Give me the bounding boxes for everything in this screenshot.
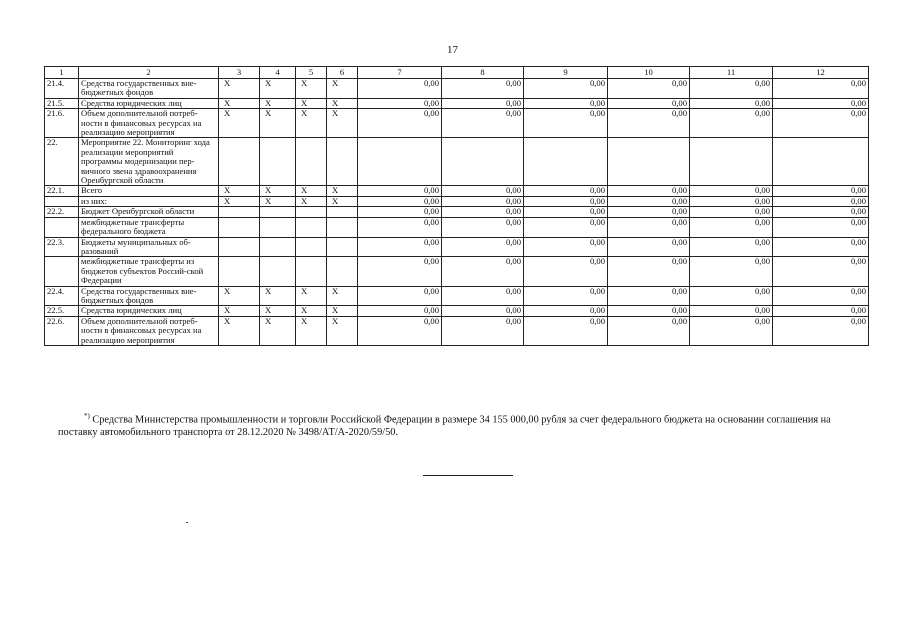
marker-cell: Х bbox=[219, 196, 260, 206]
value-cell: 0,00 bbox=[690, 196, 773, 206]
marker-cell: Х bbox=[327, 109, 358, 138]
value-cell: 0,00 bbox=[690, 286, 773, 306]
table-row bbox=[45, 186, 869, 196]
header-cell: 7 bbox=[358, 67, 442, 79]
value-cell: 0,00 bbox=[358, 257, 442, 286]
budget-table bbox=[44, 66, 869, 346]
marker-cell bbox=[296, 257, 327, 286]
marker-cell bbox=[296, 217, 327, 237]
row-description-cell: Бюджет Оренбургской области bbox=[79, 207, 219, 217]
marker-cell bbox=[219, 207, 260, 217]
value-cell: 0,00 bbox=[690, 217, 773, 237]
value-cell: 0,00 bbox=[773, 79, 869, 99]
row-number-cell: 22.2. bbox=[45, 207, 79, 217]
value-cell: 0,00 bbox=[608, 237, 690, 257]
row-description-cell: Всего bbox=[79, 186, 219, 196]
value-cell: 0,00 bbox=[608, 186, 690, 196]
value-cell: 0,00 bbox=[442, 306, 524, 316]
value-cell bbox=[524, 138, 608, 186]
value-cell: 0,00 bbox=[690, 186, 773, 196]
value-cell: 0,00 bbox=[358, 306, 442, 316]
marker-cell: Х bbox=[296, 286, 327, 306]
header-cell: 12 bbox=[773, 67, 869, 79]
marker-cell: Х bbox=[260, 286, 296, 306]
value-cell: 0,00 bbox=[773, 316, 869, 345]
marker-cell: Х bbox=[260, 186, 296, 196]
marker-cell: Х bbox=[296, 109, 327, 138]
marker-cell bbox=[260, 138, 296, 186]
table-row bbox=[45, 207, 869, 217]
value-cell: 0,00 bbox=[442, 207, 524, 217]
value-cell: 0,00 bbox=[608, 217, 690, 237]
header-cell: 10 bbox=[608, 67, 690, 79]
value-cell: 0,00 bbox=[442, 79, 524, 99]
marker-cell bbox=[219, 138, 260, 186]
marker-cell: Х bbox=[260, 316, 296, 345]
value-cell: 0,00 bbox=[358, 79, 442, 99]
marker-cell: Х bbox=[219, 286, 260, 306]
row-number-cell: 21.5. bbox=[45, 98, 79, 108]
value-cell bbox=[773, 138, 869, 186]
row-number-cell: 22.5. bbox=[45, 306, 79, 316]
value-cell: 0,00 bbox=[524, 257, 608, 286]
marker-cell: Х bbox=[219, 109, 260, 138]
row-number-cell: 22.4. bbox=[45, 286, 79, 306]
row-description-cell: Объем дополнительной потреб-ности в финансовых ресурсах на реализацию мероприятия bbox=[79, 109, 219, 138]
value-cell: 0,00 bbox=[442, 98, 524, 108]
value-cell: 0,00 bbox=[358, 237, 442, 257]
table-row bbox=[45, 98, 869, 108]
header-cell: 11 bbox=[690, 67, 773, 79]
value-cell: 0,00 bbox=[524, 207, 608, 217]
table-row bbox=[45, 217, 869, 237]
value-cell: 0,00 bbox=[690, 316, 773, 345]
value-cell: 0,00 bbox=[690, 257, 773, 286]
marker-cell bbox=[327, 138, 358, 186]
marker-cell: Х bbox=[296, 196, 327, 206]
value-cell: 0,00 bbox=[608, 79, 690, 99]
row-number-cell: 22. bbox=[45, 138, 79, 186]
value-cell: 0,00 bbox=[690, 306, 773, 316]
value-cell: 0,00 bbox=[773, 237, 869, 257]
header-cell: 6 bbox=[327, 67, 358, 79]
value-cell: 0,00 bbox=[442, 217, 524, 237]
marker-cell bbox=[260, 237, 296, 257]
value-cell: 0,00 bbox=[358, 207, 442, 217]
marker-cell: Х bbox=[296, 186, 327, 196]
value-cell: 0,00 bbox=[773, 186, 869, 196]
row-description-cell: Мероприятие 22. Мониторинг хода реализации мероприятий программы модернизации пер-вичного звена здравоохранения Оренбургской области bbox=[79, 138, 219, 186]
table-row bbox=[45, 306, 869, 316]
row-description-cell: Бюджеты муниципальных об-разований bbox=[79, 237, 219, 257]
table-row bbox=[45, 286, 869, 306]
value-cell: 0,00 bbox=[690, 109, 773, 138]
value-cell: 0,00 bbox=[524, 196, 608, 206]
value-cell: 0,00 bbox=[608, 306, 690, 316]
value-cell: 0,00 bbox=[608, 286, 690, 306]
marker-cell: Х bbox=[327, 98, 358, 108]
value-cell bbox=[442, 138, 524, 186]
table-row bbox=[45, 79, 869, 99]
value-cell: 0,00 bbox=[773, 306, 869, 316]
marker-cell: Х bbox=[260, 196, 296, 206]
row-description-cell: Средства государственных вне-бюджетных фондов bbox=[79, 79, 219, 99]
value-cell: 0,00 bbox=[524, 98, 608, 108]
value-cell: 0,00 bbox=[524, 186, 608, 196]
separator-line bbox=[423, 475, 513, 476]
value-cell: 0,00 bbox=[524, 286, 608, 306]
row-description-cell: межбюджетные трансферты федерального бюджета bbox=[79, 217, 219, 237]
row-description-cell: межбюджетные трансферты из бюджетов субъектов Россий-ской Федерации bbox=[79, 257, 219, 286]
marker-cell: Х bbox=[219, 79, 260, 99]
marker-cell bbox=[296, 207, 327, 217]
footnote-text: Средства Министерства промышленности и торговли Российской Федерации в размере 34 155 000,00 рубля за счет федерального бюджета на основании соглашения на поставку автомобильного транспорта от 28.12.2020 № 3498/АТ/А-2020/59/50. bbox=[58, 414, 831, 439]
value-cell: 0,00 bbox=[690, 237, 773, 257]
row-number-cell: 22.3. bbox=[45, 237, 79, 257]
value-cell: 0,00 bbox=[773, 286, 869, 306]
value-cell: 0,00 bbox=[358, 186, 442, 196]
value-cell: 0,00 bbox=[773, 109, 869, 138]
row-number-cell: 21.4. bbox=[45, 79, 79, 99]
marker-cell bbox=[296, 138, 327, 186]
value-cell: 0,00 bbox=[608, 196, 690, 206]
marker-cell bbox=[327, 217, 358, 237]
header-cell: 1 bbox=[45, 67, 79, 79]
value-cell: 0,00 bbox=[442, 286, 524, 306]
row-description-cell: Объем дополнительной потреб-ности в финансовых ресурсах на реализацию мероприятия bbox=[79, 316, 219, 345]
value-cell: 0,00 bbox=[524, 316, 608, 345]
row-number-cell bbox=[45, 217, 79, 237]
header-cell: 3 bbox=[219, 67, 260, 79]
value-cell bbox=[358, 138, 442, 186]
marker-cell: Х bbox=[327, 79, 358, 99]
table-row bbox=[45, 237, 869, 257]
value-cell: 0,00 bbox=[442, 237, 524, 257]
marker-cell: Х bbox=[327, 186, 358, 196]
row-description-cell: Средства юридических лиц bbox=[79, 98, 219, 108]
marker-cell: Х bbox=[260, 109, 296, 138]
value-cell: 0,00 bbox=[524, 217, 608, 237]
value-cell: 0,00 bbox=[442, 316, 524, 345]
value-cell bbox=[690, 138, 773, 186]
value-cell: 0,00 bbox=[690, 98, 773, 108]
scan-speck bbox=[186, 522, 188, 523]
marker-cell: Х bbox=[296, 79, 327, 99]
value-cell: 0,00 bbox=[358, 316, 442, 345]
value-cell: 0,00 bbox=[524, 79, 608, 99]
footnote bbox=[58, 410, 868, 439]
marker-cell bbox=[327, 207, 358, 217]
table-row bbox=[45, 257, 869, 286]
value-cell: 0,00 bbox=[358, 98, 442, 108]
marker-cell bbox=[260, 207, 296, 217]
marker-cell: Х bbox=[219, 316, 260, 345]
value-cell: 0,00 bbox=[358, 109, 442, 138]
marker-cell: Х bbox=[327, 306, 358, 316]
value-cell: 0,00 bbox=[608, 98, 690, 108]
marker-cell: Х bbox=[296, 306, 327, 316]
header-cell: 5 bbox=[296, 67, 327, 79]
page-number: 17 bbox=[447, 44, 458, 56]
value-cell: 0,00 bbox=[608, 207, 690, 217]
value-cell: 0,00 bbox=[524, 306, 608, 316]
value-cell: 0,00 bbox=[773, 207, 869, 217]
value-cell: 0,00 bbox=[773, 98, 869, 108]
table-row bbox=[45, 109, 869, 138]
marker-cell: Х bbox=[260, 79, 296, 99]
row-description-cell: Средства юридических лиц bbox=[79, 306, 219, 316]
value-cell: 0,00 bbox=[358, 286, 442, 306]
marker-cell bbox=[219, 237, 260, 257]
marker-cell bbox=[260, 257, 296, 286]
table-row bbox=[45, 138, 869, 186]
table-row bbox=[45, 196, 869, 206]
header-cell: 8 bbox=[442, 67, 524, 79]
row-number-cell: 22.1. bbox=[45, 186, 79, 196]
value-cell: 0,00 bbox=[524, 109, 608, 138]
row-number-cell bbox=[45, 196, 79, 206]
value-cell: 0,00 bbox=[690, 79, 773, 99]
marker-cell: Х bbox=[296, 316, 327, 345]
value-cell: 0,00 bbox=[608, 109, 690, 138]
marker-cell: Х bbox=[260, 306, 296, 316]
header-cell: 2 bbox=[79, 67, 219, 79]
value-cell: 0,00 bbox=[773, 217, 869, 237]
value-cell bbox=[608, 138, 690, 186]
marker-cell: Х bbox=[327, 286, 358, 306]
table-body bbox=[45, 67, 869, 346]
marker-cell bbox=[327, 237, 358, 257]
row-description-cell: Средства государственных вне-бюджетных фондов bbox=[79, 286, 219, 306]
header-cell: 4 bbox=[260, 67, 296, 79]
value-cell: 0,00 bbox=[442, 109, 524, 138]
marker-cell bbox=[219, 257, 260, 286]
value-cell: 0,00 bbox=[690, 207, 773, 217]
marker-cell bbox=[219, 217, 260, 237]
marker-cell: Х bbox=[219, 98, 260, 108]
table-header-row bbox=[45, 67, 869, 79]
value-cell: 0,00 bbox=[608, 257, 690, 286]
value-cell: 0,00 bbox=[773, 196, 869, 206]
header-cell: 9 bbox=[524, 67, 608, 79]
marker-cell: Х bbox=[327, 196, 358, 206]
table-row bbox=[45, 316, 869, 345]
value-cell: 0,00 bbox=[608, 316, 690, 345]
row-number-cell: 22.6. bbox=[45, 316, 79, 345]
footnote-marker: *) bbox=[84, 412, 90, 420]
value-cell: 0,00 bbox=[358, 196, 442, 206]
marker-cell bbox=[327, 257, 358, 286]
value-cell: 0,00 bbox=[773, 257, 869, 286]
marker-cell: Х bbox=[219, 306, 260, 316]
value-cell: 0,00 bbox=[358, 217, 442, 237]
value-cell: 0,00 bbox=[524, 237, 608, 257]
value-cell: 0,00 bbox=[442, 196, 524, 206]
row-number-cell: 21.6. bbox=[45, 109, 79, 138]
marker-cell bbox=[260, 217, 296, 237]
marker-cell: Х bbox=[260, 98, 296, 108]
marker-cell bbox=[296, 237, 327, 257]
value-cell: 0,00 bbox=[442, 186, 524, 196]
row-number-cell bbox=[45, 257, 79, 286]
marker-cell: Х bbox=[296, 98, 327, 108]
value-cell: 0,00 bbox=[442, 257, 524, 286]
marker-cell: Х bbox=[327, 316, 358, 345]
marker-cell: Х bbox=[219, 186, 260, 196]
row-description-cell: из них: bbox=[79, 196, 219, 206]
